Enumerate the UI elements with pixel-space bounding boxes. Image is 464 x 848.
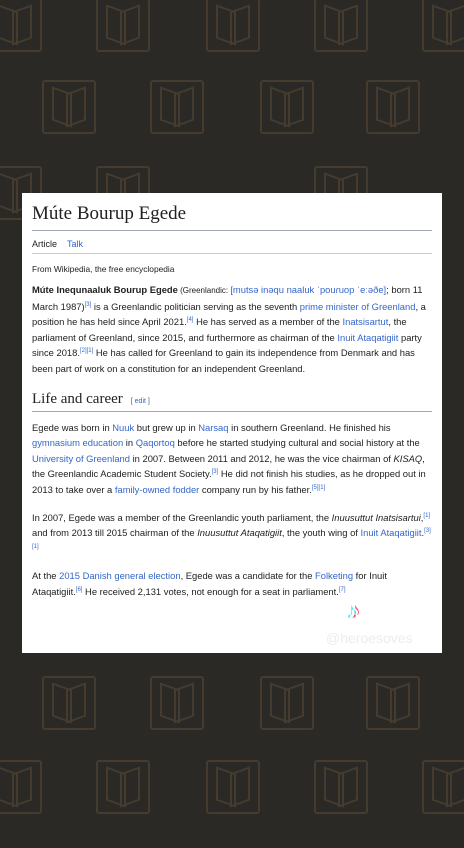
paragraph-text: but grew up in	[134, 421, 199, 433]
logo-pattern-tile	[206, 0, 260, 52]
link-folketing[interactable]: Folketing	[315, 570, 354, 582]
wikipedia-article-screenshot	[22, 193, 442, 653]
election-paragraph	[32, 568, 432, 599]
citation-4[interactable]: [4]	[186, 317, 194, 324]
link-narsaq[interactable]: Narsaq	[198, 421, 229, 433]
youth-parliament-name: Inuusuttut Inatsisartui	[331, 511, 421, 523]
paragraph-text: before he started studying cultural and social history at the	[174, 437, 420, 449]
link-inatsisartut[interactable]: Inatsisartut	[342, 316, 389, 328]
paragraph-text: , the youth wing of	[281, 527, 361, 539]
article-tabs	[32, 231, 432, 254]
logo-pattern-tile	[42, 676, 96, 730]
tiktok-icon: ♪	[348, 598, 359, 623]
section-edit	[131, 398, 150, 405]
tab-talk[interactable]: Talk	[67, 239, 84, 249]
logo-pattern-tile	[0, 0, 42, 52]
birth-date-text: ; born 11 March 1987)	[32, 284, 423, 312]
intro-text: party since 2018.	[32, 331, 422, 359]
citation-7[interactable]: [7]	[338, 586, 346, 593]
youth-wing-name: Inuusuttut Ataqatigiit	[197, 527, 282, 539]
paragraph-text: in southern Greenland. He finished his	[228, 421, 391, 433]
article-tagline: From Wikipedia, the free encyclopedia	[32, 264, 175, 274]
citation-3-1[interactable]: [3][1]	[32, 528, 431, 550]
article-title: Múte Bourup Egede	[32, 203, 432, 231]
paragraph-text: Egede was born in	[32, 421, 113, 433]
ipa-pronunciation-link[interactable]: [mutsə inəqu naaluk ˈpouɾuop ˈeːəðe]	[230, 284, 387, 295]
citation-2-1[interactable]: [2][1]	[79, 348, 94, 355]
citation-6[interactable]: [6]	[75, 586, 83, 593]
language-note: (Greenlandic:	[177, 286, 231, 295]
edit-bracket: [	[130, 397, 135, 405]
paragraph-text: He received 2,131 votes, not enough for a seat in parliament.	[82, 585, 339, 597]
intro-text: He has served as a member of the	[193, 316, 343, 328]
tiktok-label: TikTok	[362, 599, 425, 622]
edit-bracket: ]	[145, 397, 150, 405]
paragraph-text: ,	[420, 511, 424, 523]
logo-pattern-tile	[260, 80, 314, 134]
paragraph-text: In 2007, Egede was a member of the Greenlandic youth parliament, the	[32, 511, 332, 523]
tiktok-username: @heroesoves	[326, 630, 413, 646]
paragraph-text: in 2007. Between 2011 and 2012, he was the vice chairman of	[129, 452, 394, 464]
youth-parliament-paragraph	[32, 510, 432, 557]
intro-paragraph	[32, 282, 432, 377]
link-gymnasium-education[interactable]: gymnasium education	[32, 437, 124, 449]
intro-text: , a position he has held since April 2021.	[32, 300, 426, 328]
citation-5-1[interactable]: [5][1]	[311, 484, 326, 491]
logo-pattern-tile	[206, 760, 260, 814]
link-2015-danish-general-election[interactable]: 2015 Danish general election	[59, 570, 181, 582]
intro-text: is a Greenlandic politician serving as the seventh	[91, 300, 300, 312]
link-prime-minister-of-greenland[interactable]: prime minister of Greenland	[299, 300, 416, 312]
paragraph-text: and from 2013 till 2015 chairman of the	[32, 527, 198, 539]
subject-name: Múte Inequnaaluk Bourup Egede	[32, 284, 178, 295]
paragraph-text: At the	[32, 570, 60, 582]
section-heading-life-and-career	[32, 391, 432, 412]
logo-pattern-tile	[96, 0, 150, 52]
link-inuit-ataqatigiit[interactable]: Inuit Ataqatigiit	[337, 331, 399, 343]
link-inuit-ataqatigiit[interactable]: Inuit Ataqatigiit	[360, 527, 422, 539]
logo-pattern-tile	[0, 760, 42, 814]
paragraph-text: for Inuit Ataqatigiit.	[32, 570, 387, 597]
tiktok-watermark	[348, 598, 425, 624]
paragraph-text: He did not finish his studies, as he dropped out in 2013 to take over a	[32, 468, 426, 495]
link-nuuk[interactable]: Nuuk	[112, 421, 135, 433]
logo-pattern-tile	[150, 676, 204, 730]
section-title: Life and career	[32, 390, 123, 407]
citation-3[interactable]: [3]	[211, 469, 219, 476]
logo-pattern-tile	[422, 760, 464, 814]
intro-text: He has called for Greenland to gain its independence from Denmark and has been part of work on a constitution for an independent Greenland.	[32, 347, 415, 374]
logo-pattern-tile	[150, 80, 204, 134]
logo-pattern-tile	[314, 760, 368, 814]
paragraph-text: in	[123, 437, 136, 449]
paragraph-text: , Egede was a candidate for the	[180, 570, 316, 582]
edit-link[interactable]: edit	[134, 397, 146, 405]
logo-pattern-tile	[366, 676, 420, 730]
logo-pattern-tile	[366, 80, 420, 134]
kisaq-italic: KISAQ	[393, 452, 423, 464]
link-university-of-greenland[interactable]: University of Greenland	[32, 452, 130, 464]
citation-3[interactable]: [3]	[84, 301, 92, 308]
paragraph-text: , the Greenlandic Academic Student Society.	[32, 452, 425, 480]
early-life-paragraph	[32, 420, 432, 498]
logo-pattern-tile	[422, 0, 464, 52]
paragraph-text: company run by his father.	[199, 483, 312, 495]
logo-pattern-tile	[260, 676, 314, 730]
paragraph-text: .	[421, 527, 425, 539]
logo-pattern-tile	[96, 760, 150, 814]
intro-text: , the parliament of Greenland, since 2015, and furthermore as chairman of the	[32, 316, 407, 343]
logo-pattern-tile	[42, 80, 96, 134]
link-qaqortoq[interactable]: Qaqortoq	[135, 437, 175, 449]
logo-pattern-tile	[314, 0, 368, 52]
tab-article[interactable]: Article	[32, 239, 58, 249]
link-family-owned-fodder[interactable]: family-owned fodder	[114, 483, 200, 495]
citation-1[interactable]: [1]	[423, 512, 431, 519]
